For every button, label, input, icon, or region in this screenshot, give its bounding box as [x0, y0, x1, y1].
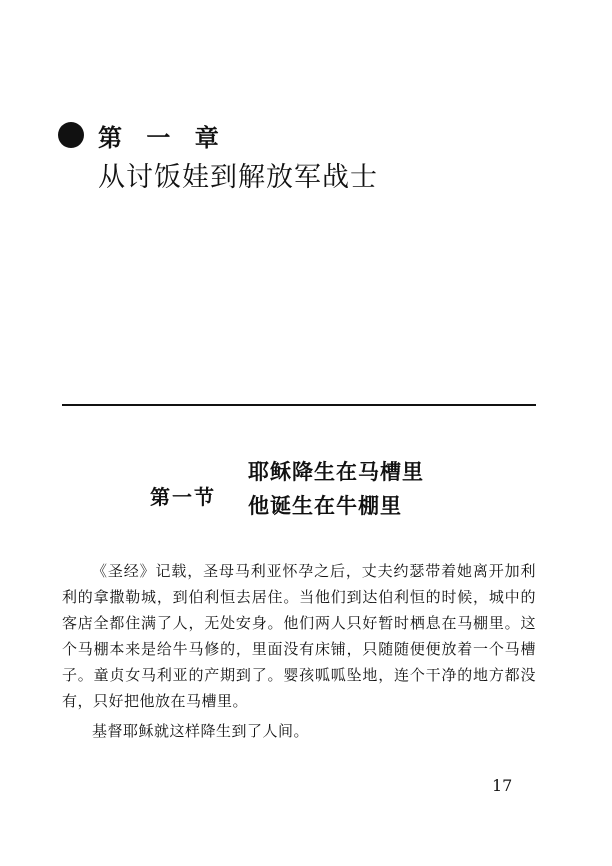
section-titles	[248, 455, 424, 523]
section-title-line-1: 耶稣降生在马槽里	[248, 460, 424, 484]
horizontal-divider	[62, 404, 536, 406]
chapter-title: 从讨饭娃到解放军战士	[98, 162, 378, 193]
section-label: 第一节	[150, 485, 216, 509]
paragraph: 《圣经》记载，圣母马利亚怀孕之后，丈夫约瑟带着她离开加利利的拿撒勒城，到伯利恒去居住。当他们到达伯利恒的时候，城中的客店全都住满了人，无处安身。他们两人只好暂时栖息在马棚里。这个马棚本来是给牛马修的，里面没有床铺，只随随便便放着一个马槽子。童贞女马利亚的产期到了。婴孩呱呱坠地，连个干净的地方都没有，只好把他放在马槽里。	[62, 562, 536, 710]
bullet-icon	[58, 122, 84, 148]
page-number: 17	[492, 776, 513, 795]
body-text	[62, 558, 536, 744]
section-heading	[150, 455, 510, 525]
paragraph: 基督耶稣就这样降生到了人间。	[92, 722, 310, 740]
section-title-line-2: 他诞生在牛棚里	[248, 494, 402, 518]
chapter-label-row	[58, 118, 538, 152]
chapter-heading	[58, 118, 538, 198]
chapter-label: 第 一 章	[98, 123, 227, 152]
